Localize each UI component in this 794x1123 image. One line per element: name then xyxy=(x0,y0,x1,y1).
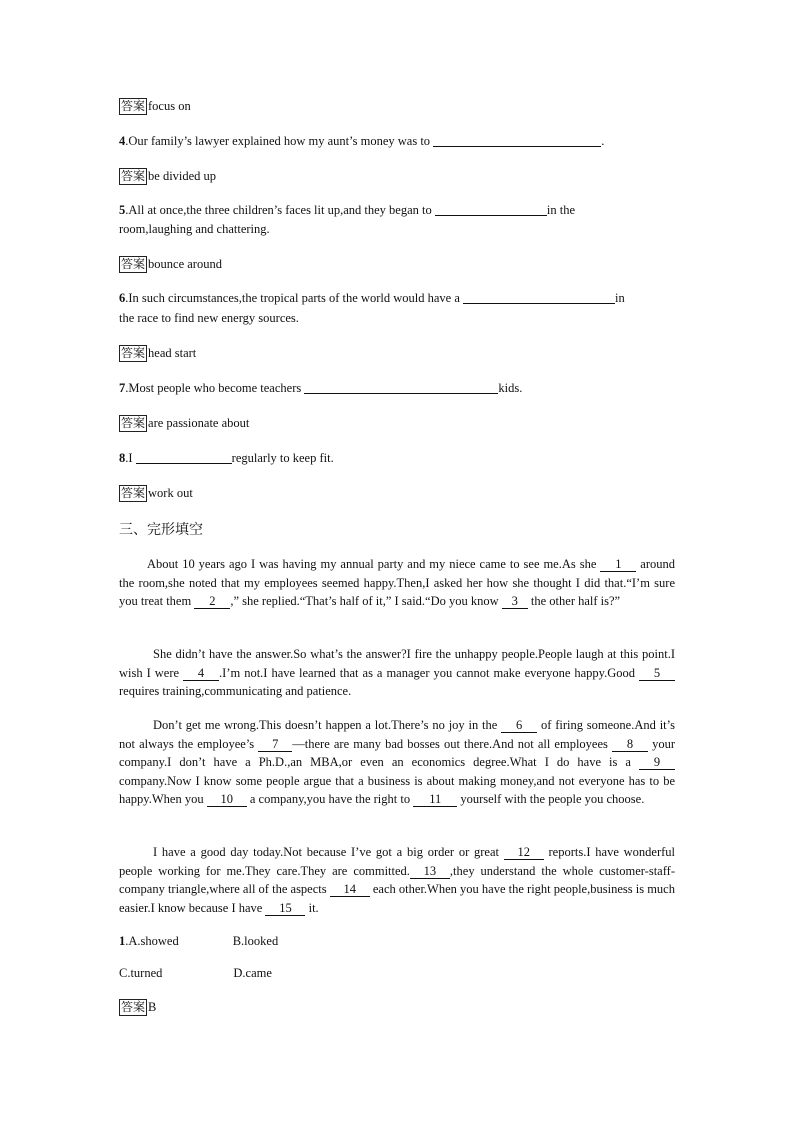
fill-blank[interactable] xyxy=(463,291,615,304)
mc-question-1-row1 xyxy=(119,932,679,950)
gap-3: 3 xyxy=(502,594,528,609)
question-number: 8 xyxy=(119,451,126,465)
gap-12: 12 xyxy=(504,845,544,860)
passage-text: ,” she replied.“That’s half of it,” I said.“Do you know xyxy=(230,594,502,609)
question-5-line1 xyxy=(119,201,679,219)
gap-14: 14 xyxy=(330,882,370,897)
answer-text: B xyxy=(148,1000,157,1014)
gap-11: 11 xyxy=(413,792,457,807)
answer-row-7 xyxy=(119,414,679,432)
answer-text: head start xyxy=(148,346,197,360)
passage-text: your company.I don’t have a Ph.D.,an MBA,or even an economics degree.What I do have is a xyxy=(119,736,675,770)
passage-text: About 10 years ago I was having my annual party and my niece came to see me.As she xyxy=(147,557,601,571)
gap-15: 15 xyxy=(265,901,305,916)
question-8 xyxy=(119,449,679,467)
question-text: .In such circumstances,the tropical parts of the world would have a xyxy=(125,291,463,305)
answer-text: bounce around xyxy=(148,257,222,271)
gap-2: 2 xyxy=(194,594,230,609)
question-text: the race to find new energy sources. xyxy=(119,311,299,325)
answer-badge: 答案 xyxy=(121,99,146,113)
gap-8: 8 xyxy=(612,737,648,752)
question-number: 1 xyxy=(119,934,126,948)
fill-blank[interactable] xyxy=(136,451,232,464)
question-7 xyxy=(119,379,679,397)
question-6-line1 xyxy=(119,289,679,307)
answer-text: are passionate about xyxy=(148,416,250,430)
question-text-end: in xyxy=(615,291,625,305)
passage-text: —there are many bad bosses out there.And not all employees xyxy=(292,736,612,751)
question-number: 7 xyxy=(119,381,126,395)
question-number: 5 xyxy=(119,203,126,217)
passage-text: She didn’t have the answer.So what’s the answer?I fire the unhappy people.People laugh at this point.I wish I were xyxy=(119,647,675,680)
question-6-line2 xyxy=(119,309,679,327)
question-text: .I xyxy=(125,451,136,465)
question-number: 4 xyxy=(119,134,126,148)
gap-13: 13 xyxy=(410,864,450,879)
question-text: room,laughing and chattering. xyxy=(119,222,270,236)
question-number: 6 xyxy=(119,291,126,305)
option-c[interactable]: C.turned xyxy=(119,966,163,980)
passage-paragraph-4 xyxy=(119,843,675,917)
question-text: .All at once,the three children’s faces lit up,and they began to xyxy=(125,203,435,217)
answer-row-6 xyxy=(119,344,679,362)
passage-text: reports.I have wonderful people working for me.They care.They are committed. xyxy=(119,845,675,878)
passage-text: requires training,communicating and patience. xyxy=(119,684,352,699)
question-text-end: kids. xyxy=(498,381,523,395)
gap-9: 9 xyxy=(639,755,675,770)
passage-paragraph-3 xyxy=(119,716,675,809)
passage-text: around the room,she noted that my employees seemed happy.Then,I asked her how she thought I did that.“I’m sure you treat them xyxy=(119,557,675,609)
mc-question-1-row2 xyxy=(119,964,679,982)
answer-text: work out xyxy=(148,486,193,500)
passage-text: I have a good day today.Not because I’ve got a big order or great xyxy=(153,845,504,859)
answer-row-8 xyxy=(119,484,679,502)
answer-badge: 答案 xyxy=(121,416,146,430)
passage-text: each other.When you have the right people,business is much easier.I know because I have xyxy=(119,882,675,915)
gap-6: 6 xyxy=(501,718,537,733)
question-text: .Our family’s lawyer explained how my aunt’s money was to xyxy=(125,134,434,148)
gap-1: 1 xyxy=(600,557,636,572)
passage-text: the other half is?” xyxy=(527,594,621,609)
passage-text: .I’m not.I have learned that as a manager you cannot make everyone happy.Good xyxy=(219,665,639,680)
passage-paragraph-1 xyxy=(119,555,675,611)
answer-badge: 答案 xyxy=(121,486,146,500)
question-text-end: in the xyxy=(546,203,575,217)
fill-blank[interactable] xyxy=(435,203,547,216)
passage-text: ,they understand the whole customer-staff-company triangle,where all of the aspects xyxy=(119,863,675,897)
answer-text: be divided up xyxy=(148,169,217,183)
question-text-end: regularly to keep fit. xyxy=(231,451,334,465)
answer-badge: 答案 xyxy=(121,1000,146,1014)
gap-4: 4 xyxy=(183,666,219,681)
fill-blank[interactable] xyxy=(433,134,601,147)
answer-row-3 xyxy=(119,97,679,115)
gap-5: 5 xyxy=(639,666,675,681)
answer-badge: 答案 xyxy=(121,169,146,183)
question-5-line2 xyxy=(119,220,679,238)
option-b[interactable]: B.looked xyxy=(232,934,279,948)
section-title: 三、完形填空 xyxy=(119,522,203,538)
fill-blank[interactable] xyxy=(304,381,498,394)
gap-7: 7 xyxy=(258,737,292,752)
option-a[interactable]: .A.showed xyxy=(125,934,179,948)
answer-badge: 答案 xyxy=(121,346,146,360)
passage-text: company.Now I know some people argue that a business is about making money,and not everyone has to be happy.When you xyxy=(119,773,675,807)
answer-row-5 xyxy=(119,255,679,273)
passage-text: yourself with the people you choose. xyxy=(457,792,645,807)
question-text: .Most people who become teachers xyxy=(125,381,305,395)
passage-text: it. xyxy=(305,900,319,915)
passage-text: a company,you have the right to xyxy=(246,792,414,807)
answer-row-4 xyxy=(119,167,679,185)
passage-paragraph-2 xyxy=(119,645,675,701)
question-4 xyxy=(119,132,679,150)
answer-row-mc-1 xyxy=(119,998,679,1016)
passage-text: of firing someone.And it’s not always the employee’s xyxy=(119,718,675,751)
answer-badge: 答案 xyxy=(121,257,146,271)
question-text-end: . xyxy=(601,134,605,148)
answer-text: focus on xyxy=(148,99,191,113)
gap-10: 10 xyxy=(207,792,247,807)
passage-text: Don’t get me wrong.This doesn’t happen a lot.There’s no joy in the xyxy=(153,718,502,732)
option-d[interactable]: D.came xyxy=(233,966,272,980)
